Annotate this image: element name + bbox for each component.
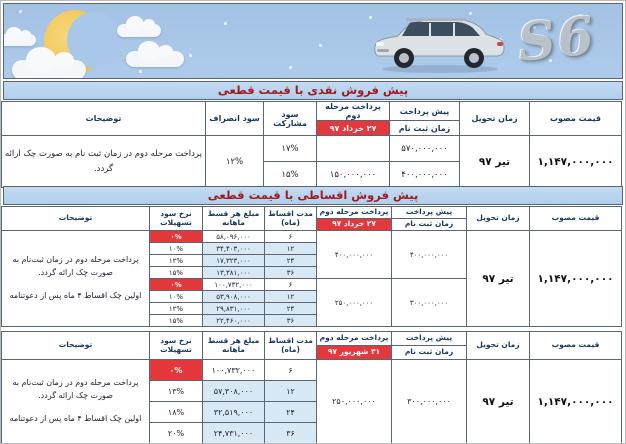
note-line: پرداخت مرحله دوم در زمان ثبت‌نام به صورت چک ارائه گردد. [12, 255, 139, 278]
col-header-prepay: پیش پرداخت [390, 102, 460, 121]
col-header-stage2: پرداخت مرحله دوم [317, 207, 392, 219]
delivery-cell: تیر ۹۷ [467, 231, 530, 327]
notes-cell: پرداخت مرحله دوم در زمان ثبت نام به صورت چک ارائه گردد. [2, 136, 206, 188]
cloud-icon [3, 34, 36, 46]
star-icon [139, 70, 142, 73]
note-line: اولین چک اقساط ۴ ماه پس از دعوتنامه [9, 413, 142, 423]
col-header-stage2: پرداخت مرحله دوم [317, 332, 392, 346]
col-header-price: قیمت مصوب [530, 207, 622, 231]
prepay-cell: ۵۷۰,۰۰۰,۰۰۰ [390, 136, 460, 162]
price-cell: ۱,۱۴۷,۰۰۰,۰۰۰ [530, 136, 622, 188]
col-header-price: قیمت مصوب [530, 102, 622, 136]
prepay-cell: ۴۰۰,۰۰۰,۰۰۰ [392, 231, 467, 279]
rate-cell: ۱۰% [150, 291, 203, 303]
col-header-prepay-sub: زمان ثبت نام [390, 121, 460, 136]
note-line: اولین چک اقساط ۴ ماه پس از دعوتنامه [9, 290, 142, 300]
col-header-prepay-sub: زمان ثبت نام [392, 219, 467, 231]
amount-cell: ۵۷,۳۰۸,۰۰۰ [203, 381, 265, 402]
price-cell: ۱,۱۴۷,۰۰۰,۰۰۰ [530, 231, 622, 327]
star-icon [319, 44, 322, 47]
amount-cell: ۵۳,۹۰۸,۰۰۰ [203, 291, 265, 303]
col-header-prepay: پیش پرداخت [392, 332, 467, 346]
stage2-date-badge: ۲۷ خرداد ۹۷ [317, 121, 390, 136]
hero-banner [3, 3, 623, 79]
rate-cell: ۰% [150, 360, 203, 381]
col-header-rate: نرخ سود تسهیلات [150, 207, 203, 231]
delivery-cell: تیر ۹۷ [460, 136, 530, 188]
months-cell: ۲۴ [265, 255, 317, 267]
rate-cell: ۲۰% [150, 423, 203, 444]
participation-cell: ۱۵% [264, 162, 317, 188]
months-cell: ۳۶ [265, 315, 317, 327]
amount-cell: ۳۴,۴۰۳,۰۰۰ [203, 243, 265, 255]
col-header-delivery: زمان تحویل [467, 207, 530, 231]
col-header-price: قیمت مصوب [530, 332, 622, 360]
star-icon [189, 54, 192, 57]
installment-presale-table-1 [1, 206, 622, 327]
col-header-amount: مبلغ هر قسط ماهانه [203, 332, 265, 360]
amount-cell: ۲۹,۸۳۱,۰۰۰ [203, 303, 265, 315]
section-title-cash: پیش فروش نقدی با قیمت قطعی [3, 81, 623, 100]
amount-cell: ۳۲,۵۱۹,۰۰۰ [203, 402, 265, 423]
col-header-delivery: زمان تحویل [467, 332, 530, 360]
rate-cell: ۱۸% [150, 402, 203, 423]
months-cell: ۱۲ [265, 381, 317, 402]
months-cell: ۶ [265, 231, 317, 243]
col-header-rate: نرخ سود تسهیلات [150, 332, 203, 360]
rate-cell: ۱۲% [150, 255, 203, 267]
col-header-notes: توضیحات [2, 332, 150, 360]
stage2-date-badge: ۲۷ خرداد ۹۷ [317, 219, 392, 231]
installment-presale-table-2 [1, 331, 622, 444]
notes-cell [2, 231, 150, 327]
rate-cell: ۰% [150, 279, 203, 291]
amount-cell: ۱۷,۳۲۳,۰۰۰ [203, 255, 265, 267]
rate-cell: ۱۰% [150, 243, 203, 255]
amount-cell: ۱۰۰,۷۳۲,۰۰۰ [203, 279, 265, 291]
col-header-participation: سود مشارکت [264, 102, 317, 136]
rate-cell: ۱۲% [150, 303, 203, 315]
months-cell: ۲۴ [265, 303, 317, 315]
price-cell: ۱,۱۴۷,۰۰۰,۰۰۰ [530, 360, 622, 444]
stage2-cell: ۴۰۰,۰۰۰,۰۰۰ [317, 231, 392, 279]
section-title-installment: پیش فروش اقساطی با قیمت قطعی [3, 186, 623, 205]
col-header-months: مدت اقساط (ماه) [265, 207, 317, 231]
star-icon [224, 22, 227, 25]
months-cell: ۳۶ [265, 423, 317, 444]
stage2-cell: ۲۵۰,۰۰۰,۰۰۰ [317, 360, 392, 444]
col-header-amount: مبلغ هر قسط ماهانه [203, 207, 265, 231]
months-cell: ۳۶ [265, 267, 317, 279]
col-header-prepay-sub: زمان ثبت نام [392, 346, 467, 360]
notes-cell [2, 360, 150, 444]
cloud-icon [117, 24, 161, 37]
cloud-icon [126, 51, 184, 67]
stage2-cell: ۱۵۰,۰۰۰,۰۰۰ [317, 162, 390, 188]
amount-cell: ۱۰۰,۷۳۲,۰۰۰ [203, 360, 265, 381]
cloud-icon [12, 60, 86, 79]
note-line: پرداخت مرحله دوم در زمان ثبت‌نام به صورت چک ارائه گردد. [12, 378, 139, 401]
participation-cell: ۱۷% [264, 136, 317, 162]
stage2-cell [317, 136, 390, 162]
col-header-months: مدت اقساط (ماه) [265, 332, 317, 360]
amount-cell: ۱۳,۳۸۱,۰۰۰ [203, 267, 265, 279]
amount-cell: ۲۴,۷۳۱,۰۰۰ [203, 423, 265, 444]
rate-cell: ۰% [150, 231, 203, 243]
cash-presale-table [1, 101, 622, 188]
col-header-cancellation: سود انصراف [206, 102, 264, 136]
col-header-delivery: زمان تحویل [460, 102, 530, 136]
delivery-cell: تیر ۹۷ [467, 360, 530, 444]
prepay-cell: ۳۰۰,۰۰۰,۰۰۰ [392, 360, 467, 444]
rate-cell: ۱۳% [150, 381, 203, 402]
col-header-prepay: پیش پرداخت [392, 207, 467, 219]
model-logo: S6 [514, 5, 599, 74]
car-image [368, 12, 512, 76]
months-cell: ۲۴ [265, 402, 317, 423]
stage2-date-badge: ۳۱ شهریور ۹۷ [317, 346, 392, 360]
rate-cell: ۱۵% [150, 315, 203, 327]
stage2-cell: ۲۵۰,۰۰۰,۰۰۰ [317, 279, 392, 327]
prepay-cell: ۴۰۰,۰۰۰,۰۰۰ [390, 162, 460, 188]
months-cell: ۱۲ [265, 243, 317, 255]
months-cell: ۱۲ [265, 291, 317, 303]
months-cell: ۶ [265, 360, 317, 381]
col-header-notes: توضیحات [2, 207, 150, 231]
col-header-stage2: پرداخت مرحله دوم [317, 102, 390, 121]
prepay-cell: ۳۰۰,۰۰۰,۰۰۰ [392, 279, 467, 327]
star-icon [289, 66, 292, 69]
cancellation-cell: ۱۲% [206, 136, 264, 188]
amount-cell: ۵۸,۰۹۶,۰۰۰ [203, 231, 265, 243]
rate-cell: ۱۵% [150, 267, 203, 279]
star-icon [19, 10, 22, 13]
col-header-notes: توضیحات [2, 102, 206, 136]
months-cell: ۶ [265, 279, 317, 291]
amount-cell: ۲۲,۴۶۰,۰۰۰ [203, 315, 265, 327]
